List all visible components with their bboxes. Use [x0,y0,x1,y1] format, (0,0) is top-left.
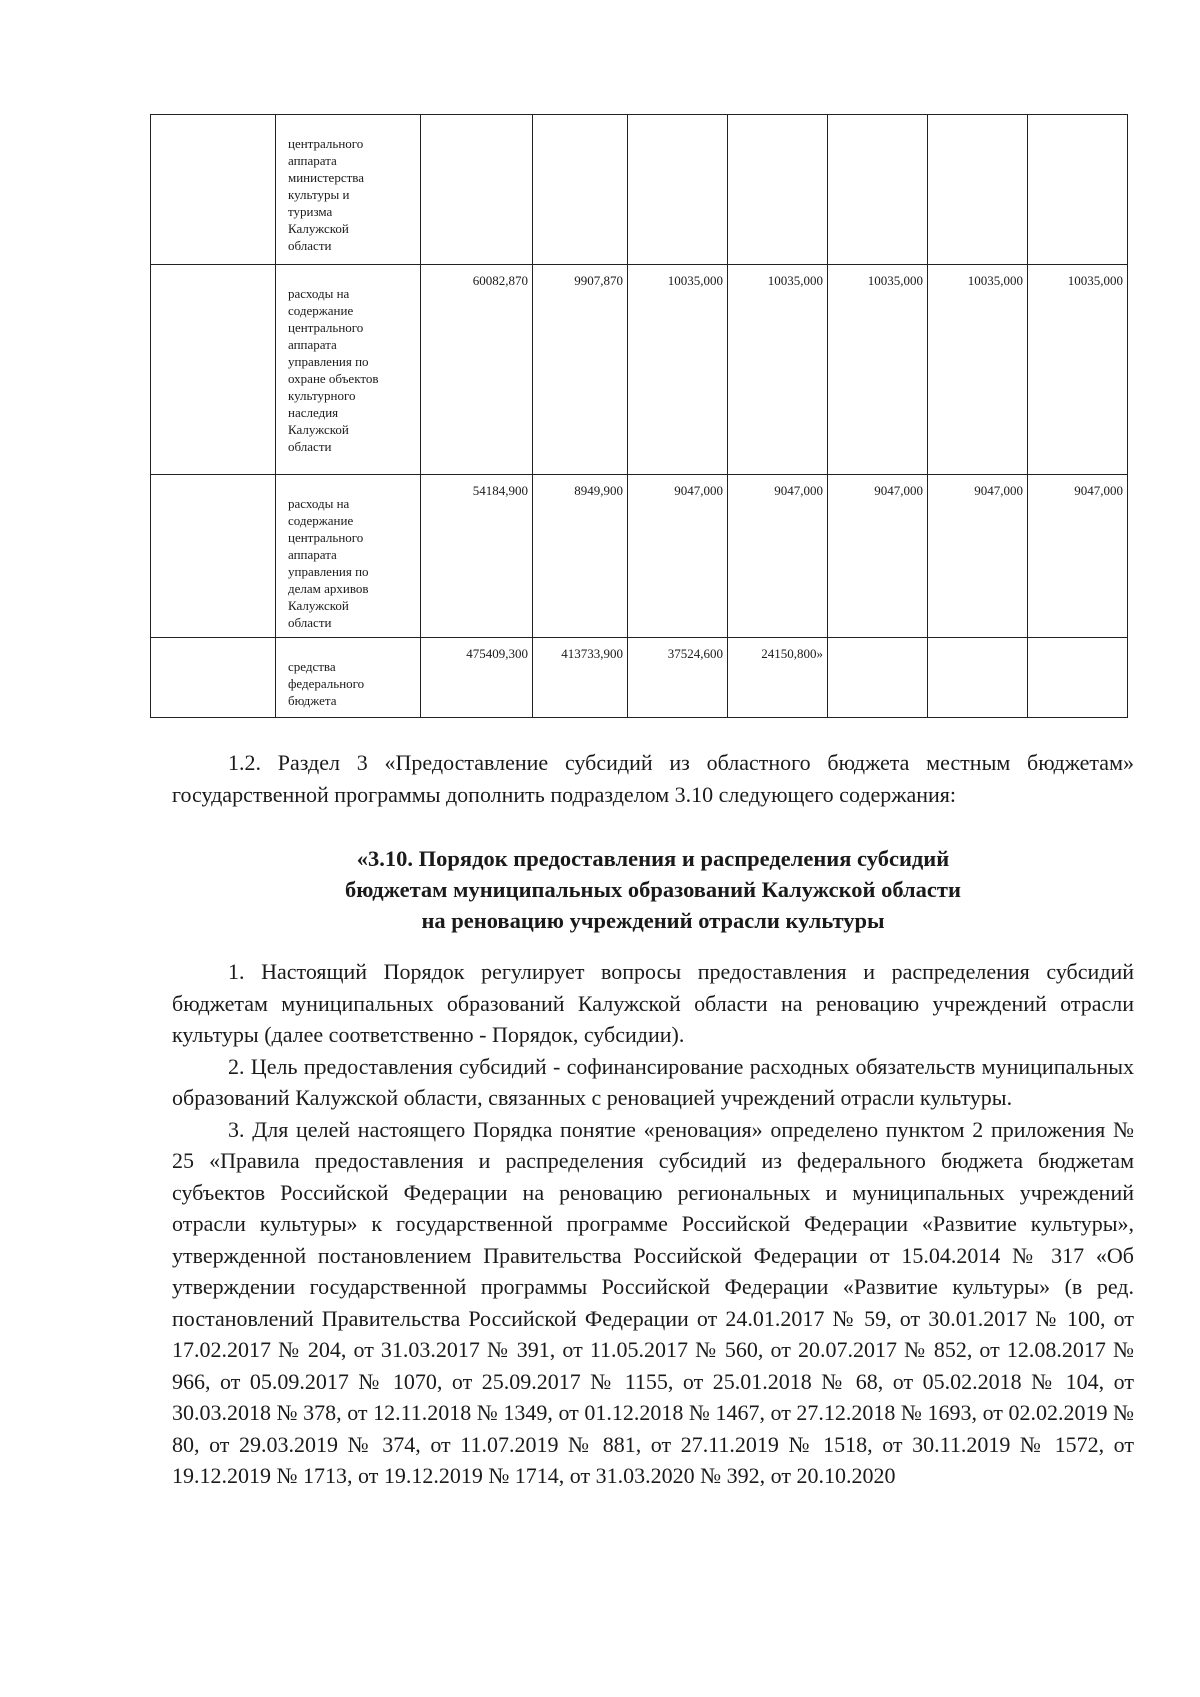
table-cell-empty [151,115,276,265]
table-cell-label: центрального аппарата министерства культуры и туризма Калужской области [276,115,421,265]
table-cell-value: 9047,000 [1028,475,1128,638]
table-cell-label: средства федерального бюджета [276,638,421,718]
table-cell-value: 24150,800» [728,638,828,718]
table-cell-value: 9047,000 [628,475,728,638]
table-cell-value: 10035,000 [828,265,928,475]
table-cell-value [1028,638,1128,718]
table-row [151,475,1128,638]
table-cell-value: 60082,870 [421,265,533,475]
table-cell-value [1028,115,1128,265]
table-cell-value [828,638,928,718]
paragraph-3: 3. Для целей настоящего Порядка понятие «реновация» определено пунктом 2 приложения № 25 «Правила предоставления и распределения субсидий из федерального бюджета бюджетам субъектов Российской Федерации на реновацию региональных и муниципальных учреждений отрасли культуры» к государственной программе Российской Федерации «Развитие культуры», утвержденной постановлением Правительства Российской Федерации от 15.04.2014 № 317 «Об утверждении государственной программы Российской Федерации «Развитие культуры» (в ред. постановлений Правительства Российской Федерации от 24.01.2017 № 59, от 30.01.2017 № 100, от 17.02.2017 № 204, от 31.03.2017 № 391, от 11.05.2017 № 560, от 20.07.2017 № 852, от 12.08.2017 № 966, от 05.09.2017 № 1070, от 25.09.2017 № 1155, от 25.01.2018 № 68, от 05.02.2018 № 104, от 30.03.2018 № 378, от 12.11.2018 № 1349, от 01.12.2018 № 1467, от 27.12.2018 № 1693, от 02.02.2019 № 80, от 29.03.2019 № 374, от 11.07.2019 № 881, от 27.11.2019 № 1518, от 30.11.2019 № 1572, от 19.12.2019 № 1713, от 19.12.2019 № 1714, от 31.03.2020 № 392, от 20.10.2020 [172,1116,1134,1488]
table-cell-value: 475409,300 [421,638,533,718]
heading-line-1: «3.10. Порядок предоставления и распределения субсидий [356,846,950,871]
table-cell-label: расходы на содержание центрального аппарата управления по охране объектов культурного наследия Калужской области [276,265,421,475]
table-cell-value [928,115,1028,265]
budget-table [150,114,1128,718]
table-cell-value: 9047,000 [828,475,928,638]
table-cell-empty [151,265,276,475]
table-cell-value: 10035,000 [928,265,1028,475]
table-cell-value [728,115,828,265]
table-cell-value [628,115,728,265]
intro-paragraph: 1.2. Раздел 3 «Предоставление субсидий из областного бюджета местным бюджетам» государственной программы дополнить подразделом 3.10 следующего содержания: [172,750,1134,807]
table-row [151,638,1128,718]
table-cell-empty [151,638,276,718]
table-cell-value: 9047,000 [928,475,1028,638]
table-cell-value [928,638,1028,718]
table-cell-value: 10035,000 [1028,265,1128,475]
table-cell-label: расходы на содержание центрального аппарата управления по делам архивов Калужской области [276,475,421,638]
table-cell-value: 413733,900 [533,638,628,718]
table-cell-value [828,115,928,265]
section-body [172,956,1134,1492]
table-cell-value [533,115,628,265]
heading-line-2: бюджетам муниципальных образований Калужской области [345,877,961,902]
table-cell-value: 10035,000 [728,265,828,475]
table-cell-value: 9907,870 [533,265,628,475]
table-row [151,265,1128,475]
table-row [151,115,1128,265]
subsection-heading [172,843,1134,936]
table-cell-value: 9047,000 [728,475,828,638]
section-intro [172,747,1134,810]
heading-line-3: на реновацию учреждений отрасли культуры [421,908,885,933]
table-cell-value: 54184,900 [421,475,533,638]
table-cell-value: 37524,600 [628,638,728,718]
paragraph-2: 2. Цель предоставления субсидий - софинансирование расходных обязательств муниципальных образований Калужской области, связанных с реновацией учреждений отрасли культуры. [172,1053,1134,1110]
table-cell-value: 10035,000 [628,265,728,475]
table-cell-value [421,115,533,265]
table-cell-empty [151,475,276,638]
table-cell-value: 8949,900 [533,475,628,638]
paragraph-1: 1. Настоящий Порядок регулирует вопросы предоставления и распределения субсидий бюджетам муниципальных образований Калужской области на реновацию учреждений отрасли культуры (далее соответственно - Порядок, субсидии). [172,959,1134,1047]
